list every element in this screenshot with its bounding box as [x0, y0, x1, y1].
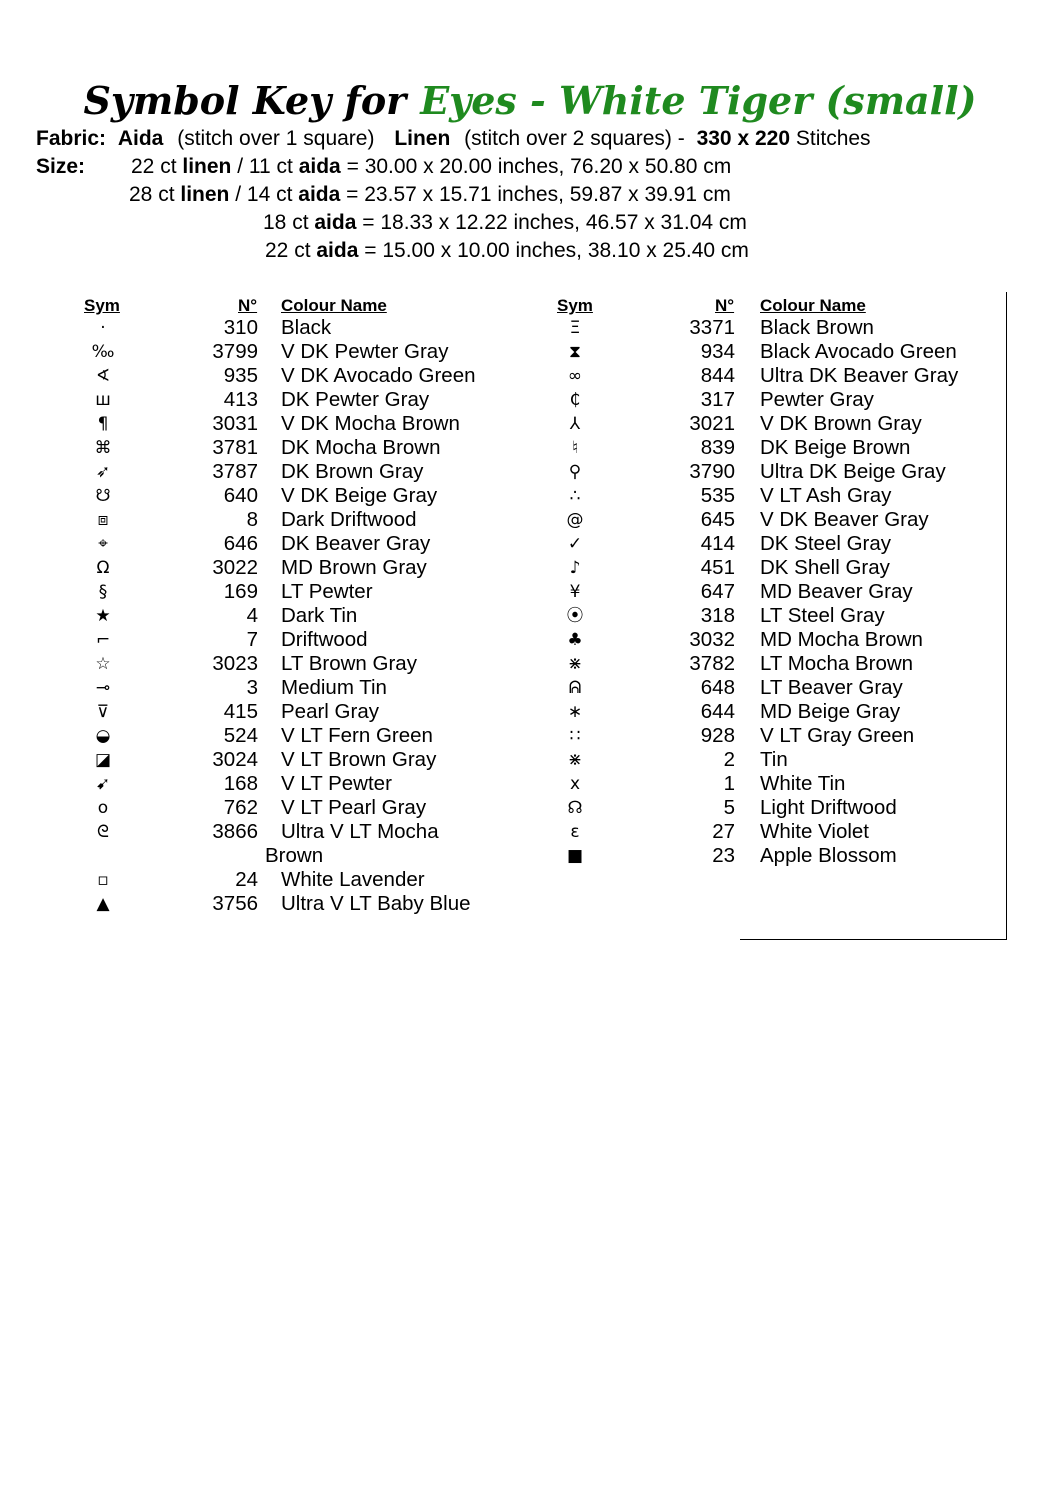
- stitch-symbol-icon: ᘓ: [97, 822, 109, 842]
- colour-name: V DK Beaver Gray: [760, 508, 929, 531]
- floss-number: 3781: [212, 436, 258, 459]
- colour-name: V DK Beige Gray: [281, 484, 438, 507]
- fabric-aida: Aida: [117, 127, 164, 150]
- stitch-symbol-icon: ‰: [91, 342, 115, 362]
- stitch-symbol-icon: ♣: [567, 630, 583, 650]
- floss-number: 762: [223, 796, 258, 819]
- colour-name: Tin: [760, 748, 788, 771]
- floss-number: 3021: [689, 412, 735, 435]
- stitch-symbol-icon: ■: [566, 846, 584, 866]
- floss-number: 169: [223, 580, 258, 603]
- stitch-symbol-icon: Ξ: [569, 318, 581, 338]
- floss-number: 3371: [689, 316, 735, 339]
- size-line-1: 22 ct linen / 11 ct aida = 30.00 x 20.00 inches, 76.20 x 50.80 cm: [131, 155, 732, 178]
- size-line-4: 22 ct aida = 15.00 x 10.00 inches, 38.10 x 25.40 cm: [265, 239, 749, 262]
- stitch-symbol-icon: ✓: [567, 534, 583, 554]
- stitch-symbol-icon: ♪: [569, 558, 581, 578]
- fabric-linen-note: (stitch over 2 squares) -: [464, 127, 685, 150]
- stitch-symbol-icon: ⊽: [96, 702, 110, 722]
- floss-number: 934: [700, 340, 735, 363]
- fabric-linen: Linen: [394, 127, 451, 150]
- stitch-symbol-icon: ⦿: [566, 606, 584, 626]
- colour-name: V LT Fern Green: [281, 724, 433, 747]
- stitch-symbol-icon: ★: [95, 606, 111, 626]
- stitch-symbol-icon: ⧈: [97, 510, 109, 530]
- stitch-symbol-icon: ⋇: [567, 654, 583, 674]
- colour-name: DK Beige Brown: [760, 436, 911, 459]
- stitch-symbol-icon: ◒: [95, 726, 111, 746]
- stitch-symbol-icon: ∷: [569, 726, 581, 746]
- colour-name: V LT Ash Gray: [760, 484, 892, 507]
- colour-name: LT Steel Gray: [760, 604, 885, 627]
- size-label: Size:: [36, 155, 86, 178]
- stitch-symbol-icon: ⚲: [568, 462, 582, 482]
- floss-number: 5: [723, 796, 735, 819]
- floss-number: 413: [223, 388, 258, 411]
- colour-name: V LT Gray Green: [760, 724, 915, 747]
- colour-name: White Tin: [760, 772, 846, 795]
- colour-name: Ultra V LT Baby Blue: [281, 892, 471, 915]
- fabric-label: Fabric:: [36, 127, 107, 150]
- colour-name: White Violet: [760, 820, 870, 843]
- stitch-symbol-icon: ₵: [569, 390, 581, 410]
- floss-number: 3024: [212, 748, 258, 771]
- colour-name: V LT Brown Gray: [281, 748, 437, 771]
- colour-name: LT Mocha Brown: [760, 652, 914, 675]
- stitch-symbol-icon: ∴: [569, 486, 581, 506]
- colour-name: Pearl Gray: [281, 700, 379, 723]
- floss-number: 3031: [212, 412, 258, 435]
- colour-name: V DK Avocado Green: [281, 364, 476, 387]
- floss-number: 928: [700, 724, 735, 747]
- floss-number: 27: [712, 820, 735, 843]
- stitch-symbol-icon: @: [566, 510, 584, 530]
- title-prefix: Symbol Key for: [83, 78, 407, 123]
- colour-name: V DK Brown Gray: [760, 412, 922, 435]
- stitch-symbol-icon: ∗: [567, 702, 583, 722]
- fabric-aida-note: (stitch over 1 square): [177, 127, 375, 150]
- stitch-symbol-icon: ш: [95, 390, 111, 410]
- floss-number: 647: [700, 580, 735, 603]
- stitch-symbol-icon: ☆: [95, 654, 111, 674]
- stitch-symbol-icon: ⊸: [95, 678, 111, 698]
- header-num-right: N°: [715, 296, 735, 315]
- colour-name: LT Brown Gray: [281, 652, 417, 675]
- colour-name: DK Shell Gray: [760, 556, 890, 579]
- table-bottom-border: [740, 939, 1007, 940]
- stitch-symbol-icon: x: [569, 774, 581, 794]
- colour-name-continuation: Brown: [265, 844, 324, 867]
- floss-number: 535: [700, 484, 735, 507]
- floss-number: 318: [700, 604, 735, 627]
- stitch-symbol-icon: ☋: [95, 486, 111, 506]
- floss-number: 3787: [212, 460, 258, 483]
- floss-number: 3790: [689, 460, 735, 483]
- floss-number: 23: [712, 844, 735, 867]
- colour-name: V LT Pewter: [281, 772, 392, 795]
- floss-number: 3023: [212, 652, 258, 675]
- colour-name: LT Pewter: [281, 580, 373, 603]
- floss-number: 648: [700, 676, 735, 699]
- stitch-symbol-icon: §: [98, 582, 108, 602]
- floss-number: 640: [223, 484, 258, 507]
- header-name-left: Colour Name: [281, 296, 387, 315]
- floss-number: 7: [246, 628, 258, 651]
- colour-name: V DK Mocha Brown: [281, 412, 460, 435]
- floss-number: 414: [700, 532, 735, 555]
- floss-number: 3: [246, 676, 258, 699]
- colour-name: DK Pewter Gray: [281, 388, 430, 411]
- stitch-symbol-icon: Ω: [96, 558, 110, 578]
- stitch-symbol-icon: ⌐: [95, 630, 111, 650]
- stitch-symbol-icon: ·: [100, 318, 106, 338]
- colour-name: Driftwood: [281, 628, 368, 651]
- pattern-name: Eyes - White Tiger (small): [420, 78, 977, 123]
- floss-number: 645: [700, 508, 735, 531]
- colour-name: DK Mocha Brown: [281, 436, 441, 459]
- stitch-symbol-icon: ¥: [569, 582, 581, 602]
- floss-number: 310: [223, 316, 258, 339]
- colour-name: Dark Driftwood: [281, 508, 417, 531]
- stitch-symbol-icon: ➶: [95, 462, 111, 482]
- colour-name: MD Brown Gray: [281, 556, 427, 579]
- fabric-line: [36, 125, 871, 153]
- floss-number: 644: [700, 700, 735, 723]
- colour-name: Black Brown: [760, 316, 874, 339]
- floss-number: 415: [223, 700, 258, 723]
- stitch-symbol-icon: ▲: [96, 894, 110, 914]
- floss-number: 8: [246, 508, 258, 531]
- page-title: [0, 78, 1060, 123]
- fabric-stitches-label: Stitches: [795, 127, 871, 150]
- floss-number: 2: [723, 748, 735, 771]
- colour-name: V DK Pewter Gray: [281, 340, 449, 363]
- floss-number: 24: [235, 868, 258, 891]
- colour-name: Ultra V LT Mocha: [281, 820, 439, 843]
- floss-number: 935: [223, 364, 258, 387]
- stitch-symbol-icon: ∞: [567, 366, 583, 386]
- colour-name: Black: [281, 316, 332, 339]
- colour-name: MD Mocha Brown: [760, 628, 923, 651]
- stitch-symbol-icon: ⅄: [569, 414, 581, 434]
- fabric-stitches: 330 x 220: [696, 127, 791, 150]
- colour-name: LT Beaver Gray: [760, 676, 903, 699]
- floss-number: 451: [700, 556, 735, 579]
- colour-name: V LT Pearl Gray: [281, 796, 427, 819]
- colour-name: White Lavender: [281, 868, 425, 891]
- stitch-symbol-icon: ⌖: [98, 534, 108, 554]
- stitch-symbol-icon: ⌘: [94, 438, 112, 458]
- colour-name: DK Steel Gray: [760, 532, 892, 555]
- header-num-left: N°: [238, 296, 258, 315]
- table-right-border: [1006, 292, 1007, 940]
- stitch-symbol-icon: ¶: [97, 414, 109, 434]
- floss-number: 839: [700, 436, 735, 459]
- colour-name: Black Avocado Green: [760, 340, 957, 363]
- stitch-symbol-icon: ε: [570, 822, 580, 842]
- floss-number: 844: [700, 364, 735, 387]
- stitch-symbol-icon: ☊: [567, 798, 583, 818]
- size-line-3: 18 ct aida = 18.33 x 12.22 inches, 46.57 x 31.04 cm: [263, 211, 747, 234]
- stitch-symbol-icon: ⋇: [567, 750, 583, 770]
- colour-name: Ultra DK Beige Gray: [760, 460, 946, 483]
- colour-name: DK Beaver Gray: [281, 532, 431, 555]
- floss-number: 646: [223, 532, 258, 555]
- floss-number: 3782: [689, 652, 735, 675]
- floss-number: 317: [700, 388, 735, 411]
- colour-name: Pewter Gray: [760, 388, 874, 411]
- header-sym-left: Sym: [84, 296, 120, 315]
- size-line-2: 28 ct linen / 14 ct aida = 23.57 x 15.71 inches, 59.87 x 39.91 cm: [129, 183, 731, 206]
- stitch-symbol-icon: ⧗: [569, 342, 581, 362]
- stitch-symbol-icon: ᕱ: [568, 678, 582, 698]
- colour-name: MD Beaver Gray: [760, 580, 913, 603]
- stitch-symbol-icon: ➹: [95, 774, 111, 794]
- stitch-symbol-icon: ▫: [97, 870, 109, 890]
- floss-number: 524: [223, 724, 258, 747]
- colour-name: Dark Tin: [281, 604, 358, 627]
- colour-name: DK Brown Gray: [281, 460, 424, 483]
- stitch-symbol-icon: ◪: [94, 750, 112, 770]
- colour-name: Medium Tin: [281, 676, 387, 699]
- header-sym-right: Sym: [557, 296, 593, 315]
- header-name-right: Colour Name: [760, 296, 866, 315]
- floss-number: 3032: [689, 628, 735, 651]
- stitch-symbol-icon: ∢: [95, 366, 111, 386]
- floss-number: 1: [723, 772, 735, 795]
- colour-name: MD Beige Gray: [760, 700, 901, 723]
- stitch-symbol-icon: o: [97, 798, 109, 818]
- floss-number: 3756: [212, 892, 258, 915]
- floss-number: 4: [246, 604, 258, 627]
- floss-number: 3866: [212, 820, 258, 843]
- colour-name: Light Driftwood: [760, 796, 897, 819]
- colour-name: Ultra DK Beaver Gray: [760, 364, 959, 387]
- floss-number: 3022: [212, 556, 258, 579]
- floss-number: 3799: [212, 340, 258, 363]
- colour-name: Apple Blossom: [760, 844, 897, 867]
- stitch-symbol-icon: ♮: [571, 438, 579, 458]
- floss-number: 168: [223, 772, 258, 795]
